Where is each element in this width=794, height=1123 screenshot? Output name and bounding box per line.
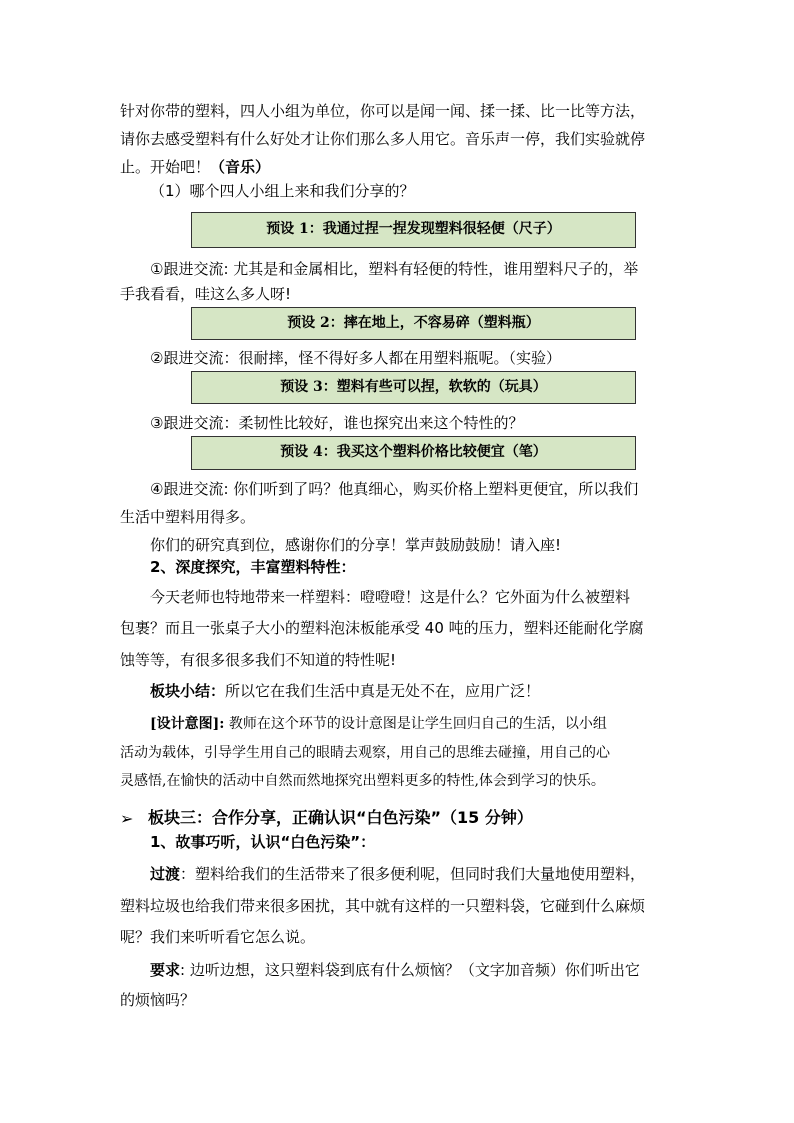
block-3-heading: 板块三：合作分享，正确认识“白色污染”（15 分钟） — [148, 808, 533, 827]
requirement-line1 — [150, 960, 640, 980]
transition-line3: 呢？我们来听听看它怎么说。 — [120, 928, 316, 946]
design-intent-text1: 教师在这个环节的设计意图是让学生回归自己的生活，以小组 — [228, 716, 607, 732]
question-1: （1）哪个四人小组上来和我们分享的？ — [150, 182, 415, 200]
section-3-1-heading: 1、故事巧听，认识“白色污染”： — [150, 833, 376, 851]
transition-line1 — [150, 864, 645, 884]
para2-line1: 今天老师也特地带来一样塑料：噔噔噔！这是什么？它外面为什么被塑料 — [150, 588, 631, 606]
transition-line2: 塑料垃圾也给我们带来很多困扰，其中就有这样的一只塑料袋，它碰到什么麻烦 — [120, 897, 646, 915]
para2-line2: 包裹？而且一张桌子大小的塑料泡沫板能承受 40 吨的压力，塑料还能耐化学腐 — [120, 619, 644, 637]
para1-line3 — [120, 157, 270, 177]
preset-box-4: 预设 4：我买这个塑料价格比较便宜（笔） — [191, 436, 636, 470]
follow-up-1-line2: 手我看看，哇这么多人呀! — [120, 285, 292, 303]
section-2-heading: 2、深度探究，丰富塑料特性： — [150, 558, 356, 576]
design-intent-line3: 灵感悟,在愉快的活动中自然而然地探究出塑料更多的特性,体会到学习的快乐。 — [120, 773, 605, 789]
follow-up-3: ③跟进交流：柔韧性比较好，谁也探究出来这个特性的？ — [150, 414, 524, 432]
requirement-label: 要求 — [150, 961, 181, 979]
para1-line3-text: 止。开始吧！ — [120, 158, 211, 176]
summary-label: 板块小结： — [150, 682, 226, 700]
bullet-arrow-icon: ➢ — [120, 809, 134, 828]
design-intent-line2: 活动为载体，引导学生用自己的眼睛去观察，用自己的思维去碰撞，用自己的心 — [120, 745, 610, 761]
thanks-line: 你们的研究真到位，感谢你们的分享！掌声鼓励鼓励！请入座! — [150, 536, 562, 554]
para1-line1: 针对你带的塑料，四人小组为单位，你可以是闻一闻、揉一揉、比一比等方法， — [120, 102, 646, 120]
preset-box-1: 预设 1：我通过捏一捏发现塑料很轻便（尺子） — [191, 212, 636, 248]
follow-up-1-line1: ①跟进交流: 尤其是和金属相比，塑料有轻便的特性，谁用塑料尺子的，举 — [150, 260, 639, 278]
para1-line2: 请你去感受塑料有什么好处才让你们那么多人用它。音乐声一停，我们实验就停 — [120, 130, 646, 148]
preset-box-2: 预设 2：摔在地上，不容易碎（塑料瓶） — [191, 307, 636, 340]
block-summary — [150, 681, 540, 701]
para2-line3: 蚀等等，有很多很多我们不知道的特性呢! — [120, 651, 397, 669]
summary-text: 所以它在我们生活中真是无处不在，应用广泛！ — [225, 682, 541, 700]
design-intent-label: [设计意图]: — [150, 716, 225, 732]
transition-text1: ：塑料给我们的生活带来了很多便利呢，但同时我们大量地使用塑料， — [180, 865, 646, 883]
requirement-text1: : 边听边想，这只塑料袋到底有什么烦恼？（文字加音频）你们听出它 — [180, 961, 640, 979]
follow-up-2: ②跟进交流：很耐摔，怪不得好多人都在用塑料瓶呢。（实验） — [150, 349, 561, 367]
requirement-line2: 的烦恼吗？ — [120, 991, 196, 1009]
preset-box-3: 预设 3：塑料有些可以捏，软软的（玩具） — [191, 371, 636, 404]
transition-label: 过渡 — [150, 865, 181, 883]
music-note: （音乐） — [210, 158, 271, 176]
follow-up-4-line2: 生活中塑料用得多。 — [120, 508, 256, 526]
design-intent-line1 — [150, 714, 607, 734]
follow-up-4-line1: ④跟进交流: 你们听到了吗？他真细心，购买价格上塑料更便宜，所以我们 — [150, 480, 639, 498]
